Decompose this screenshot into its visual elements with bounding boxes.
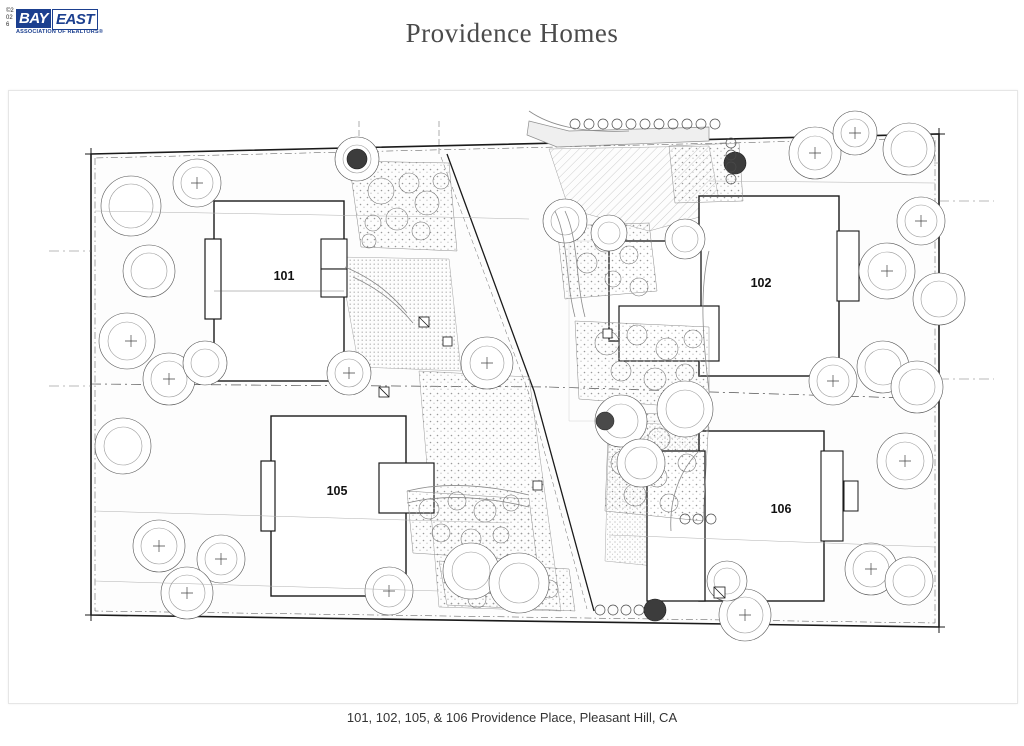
unit-label-106: 106: [770, 502, 792, 516]
copyright-text: ©2026: [6, 8, 14, 28]
site-plan-card: [8, 90, 1018, 704]
watermark: [6, 8, 126, 42]
bay-east-logo: [16, 9, 126, 39]
logo-association-text: ASSOCIATION OF REALTORS®: [16, 29, 104, 35]
unit-label-102: 102: [750, 276, 772, 290]
unit-label-105: 105: [326, 484, 348, 498]
logo-bay-text: BAY: [16, 9, 51, 28]
plan-caption: 101, 102, 105, & 106 Providence Place, Pleasant Hill, CA: [346, 710, 678, 725]
building-101: [205, 201, 347, 381]
unit-label-101: 101: [273, 269, 295, 283]
site-plan-drawing: [9, 91, 1017, 703]
page-title: Providence Homes: [405, 18, 619, 48]
logo-east-text: EAST: [52, 9, 98, 30]
